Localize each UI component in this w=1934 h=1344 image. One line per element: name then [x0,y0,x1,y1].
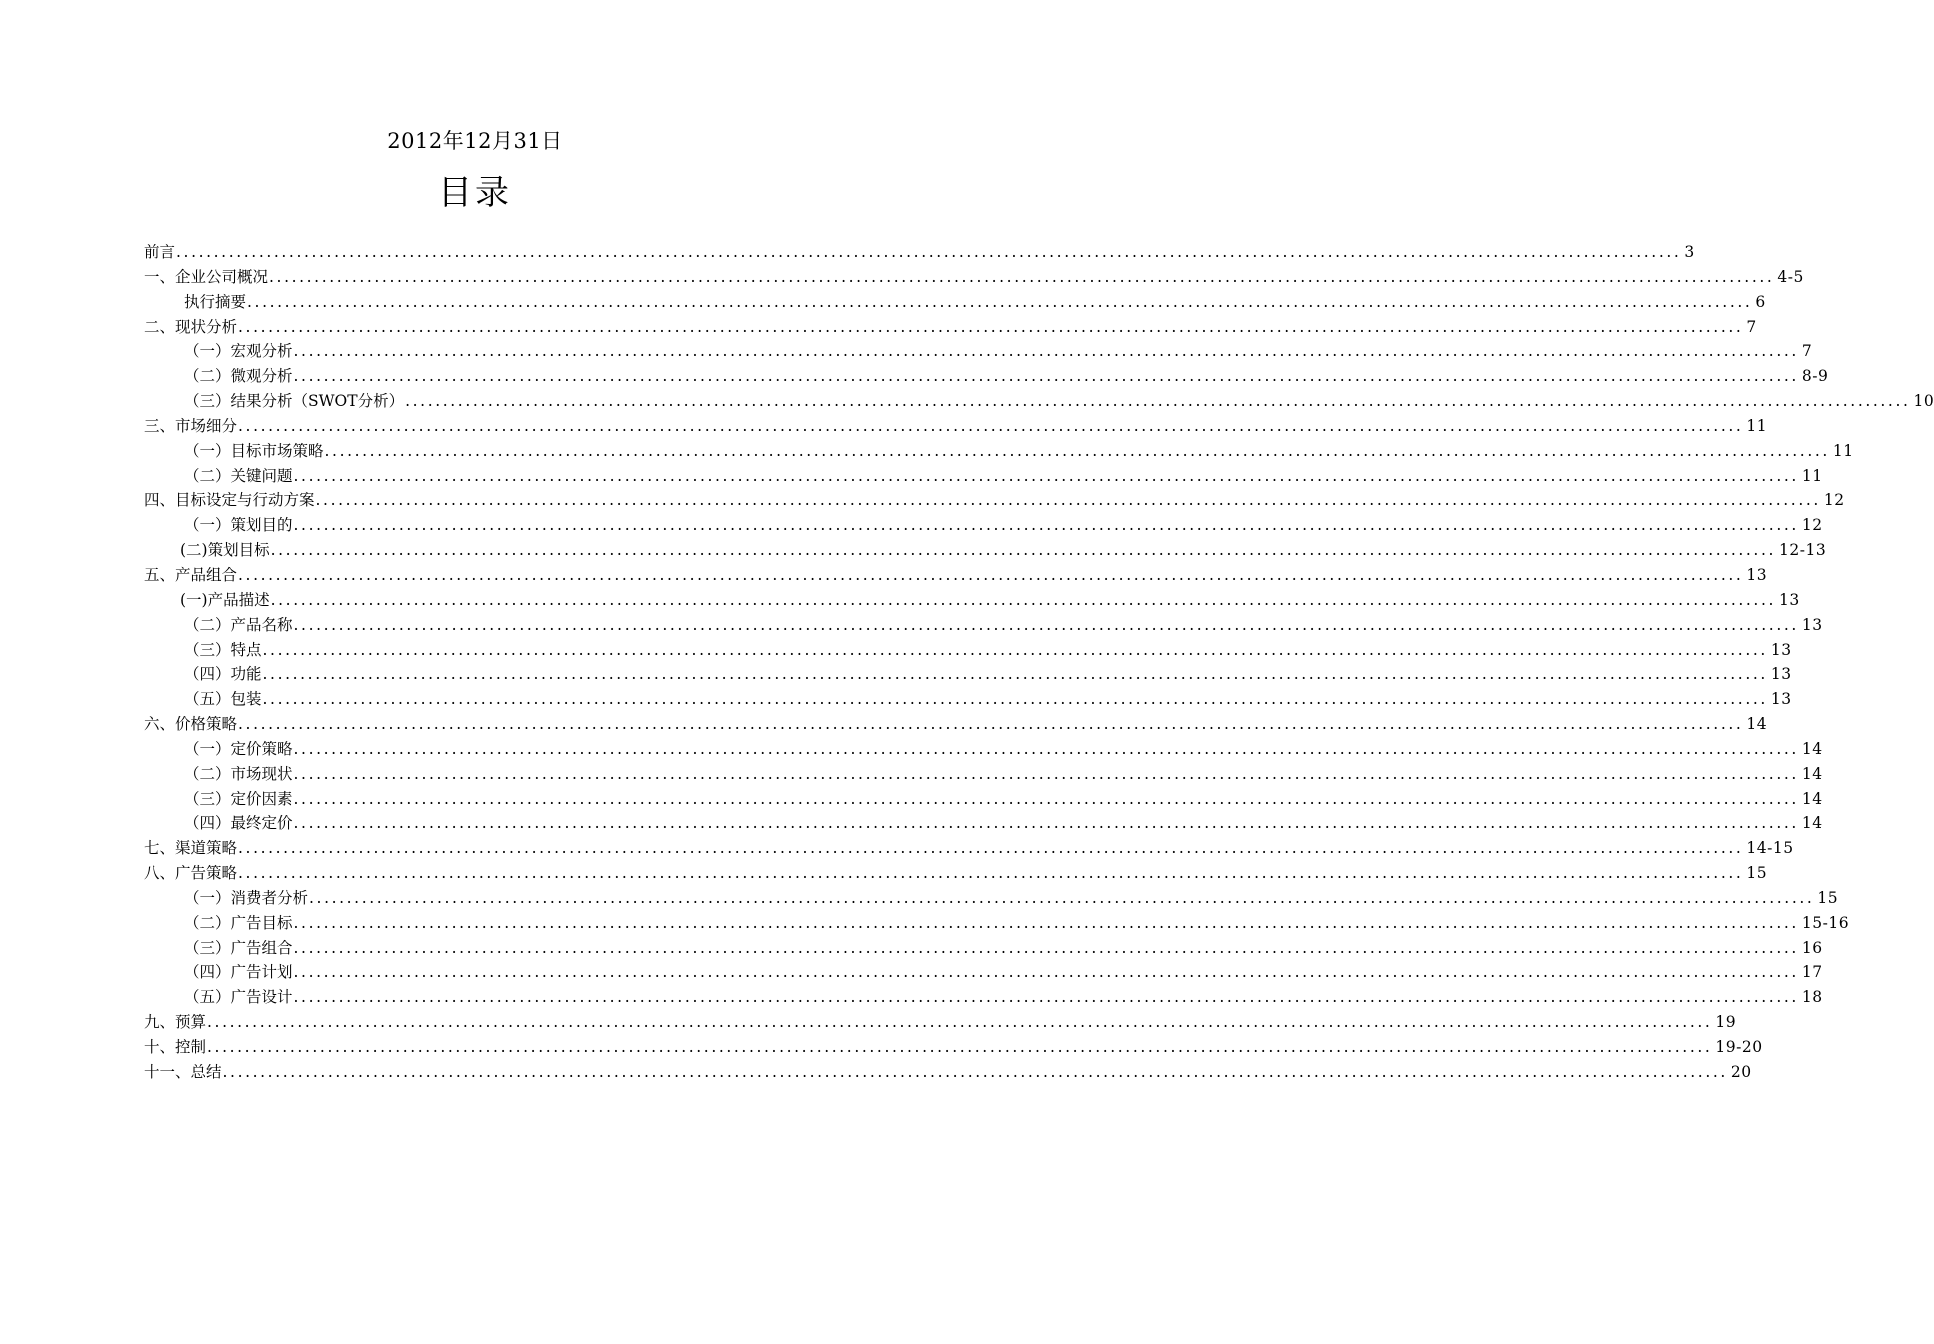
toc-dot-leader: ........................................................................................................................................................................................................ [238,317,1744,336]
toc-entry-page-number: 7 [1746,317,1757,336]
toc-entry-label: （五）包装 [184,690,262,709]
toc-entry-page-number: 8-9 [1801,367,1829,386]
toc-dot-leader: ........................................................................................................................................................................................................ [262,640,1768,659]
toc-entry-page-number: 6 [1755,292,1766,311]
toc-dot-leader: ........................................................................................................................................................................................................ [315,491,1821,510]
table-of-contents [144,240,1934,1085]
toc-entry[interactable] [144,389,1934,414]
toc-entry-page-number: 15-16 [1801,913,1850,932]
toc-entry-page-number: 11 [1801,466,1823,485]
toc-entry[interactable] [144,1010,1737,1035]
toc-entry-page-number: 14-15 [1746,839,1794,858]
toc-dot-leader: ........................................................................................................................................................................................................ [222,1062,1728,1081]
toc-entry[interactable] [144,960,1823,985]
toc-dot-leader: ........................................................................................................................................................................................................ [269,267,1775,286]
toc-entry-label: （四）最终定价 [184,814,293,833]
toc-entry-page-number: 4-5 [1777,267,1804,286]
toc-entry-label: 三、市场细分 [144,416,238,435]
toc-dot-leader: ........................................................................................................................................................................................................ [293,913,1799,932]
toc-entry[interactable] [144,762,1823,787]
toc-entry-page-number: 11 [1746,416,1768,435]
toc-entry-page-number: 13 [1770,640,1792,659]
toc-entry[interactable] [144,339,1813,364]
toc-dot-leader: ........................................................................................................................................................................................................ [176,243,1682,261]
toc-entry-label: 一、企业公司概况 [144,267,269,286]
toc-entry-page-number: 12 [1801,516,1823,535]
toc-entry[interactable] [144,414,1768,439]
toc-entry-label: （一）消费者分析 [184,888,309,907]
toc-dot-leader: ........................................................................................................................................................................................................ [238,715,1744,734]
toc-dot-leader: ........................................................................................................................................................................................................ [293,466,1799,485]
toc-dot-leader: ........................................................................................................................................................................................................ [293,516,1799,535]
toc-entry[interactable] [144,315,1757,340]
toc-entry-page-number: 13 [1770,665,1792,684]
toc-entry[interactable] [144,439,1854,464]
toc-entry-label: （四）广告计划 [184,963,293,982]
toc-entry-page-number: 20 [1730,1062,1752,1081]
toc-dot-leader: ........................................................................................................................................................................................................ [238,864,1744,883]
toc-dot-leader: ........................................................................................................................................................................................................ [270,590,1777,609]
toc-entry[interactable] [144,811,1823,836]
toc-dot-leader: ........................................................................................................................................................................................................ [324,441,1830,460]
toc-entry-label: 四、目标设定与行动方案 [144,491,315,510]
toc-entry-label: （五）广告设计 [184,988,293,1007]
toc-dot-leader: ........................................................................................................................................................................................................ [207,1038,1713,1056]
toc-dot-leader: ........................................................................................................................................................................................................ [238,839,1744,858]
toc-entry-label: (二)策划目标 [180,541,270,560]
toc-entry[interactable] [144,613,1823,638]
toc-entry-page-number: 3 [1684,243,1695,261]
toc-entry[interactable] [144,513,1823,538]
toc-entry[interactable] [144,985,1823,1010]
toc-entry-page-number: 13 [1801,615,1823,634]
toc-dot-leader: ........................................................................................................................................................................................................ [238,565,1744,584]
toc-dot-leader: ........................................................................................................................................................................................................ [238,416,1744,435]
toc-entry-page-number: 15 [1746,864,1768,883]
toc-entry[interactable] [144,1060,1752,1085]
toc-entry-page-number: 14 [1746,715,1768,734]
page-title: 目录 [438,173,512,213]
toc-entry-label: 六、价格策略 [144,715,238,734]
toc-entry-label: （二）关键问题 [184,466,293,485]
toc-entry[interactable] [144,364,1829,389]
toc-entry-page-number: 14 [1801,789,1823,808]
toc-dot-leader: ........................................................................................................................................................................................................ [293,764,1799,783]
toc-entry-label: 十、控制 [144,1038,207,1056]
toc-entry-label: （三）定价因素 [184,789,293,808]
toc-entry[interactable] [144,712,1768,737]
toc-entry[interactable] [144,1035,1763,1060]
toc-entry[interactable] [144,836,1794,861]
toc-entry[interactable] [144,687,1792,712]
toc-entry[interactable] [144,911,1850,936]
toc-entry-page-number: 14 [1801,814,1823,833]
toc-dot-leader: ........................................................................................................................................................................................................ [309,888,1815,907]
toc-entry-label: （三）特点 [184,640,262,659]
toc-entry-label: 二、现状分析 [144,317,238,336]
toc-dot-leader: ........................................................................................................................................................................................................ [207,1013,1713,1032]
toc-entry[interactable] [144,638,1792,663]
toc-dot-leader: ........................................................................................................................................................................................................ [293,739,1799,758]
toc-entry-page-number: 7 [1801,342,1813,361]
toc-entry-label: （四）功能 [184,665,262,684]
toc-entry-page-number: 13 [1746,565,1768,584]
document-date: 2012年12月31日 [387,129,563,153]
toc-entry-label: （一）宏观分析 [184,342,293,361]
toc-entry-label: (一)产品描述 [180,590,270,609]
toc-dot-leader: ........................................................................................................................................................................................................ [293,963,1799,982]
toc-entry[interactable] [144,787,1823,812]
toc-entry[interactable] [144,861,1768,886]
toc-entry-label: （二）市场现状 [184,764,293,783]
toc-entry-label: 执行摘要 [184,292,247,311]
toc-entry-page-number: 15 [1817,888,1839,907]
toc-entry[interactable] [144,588,1800,613]
toc-entry-page-number: 10 [1913,392,1934,411]
toc-entry[interactable] [144,662,1792,687]
toc-dot-leader: ........................................................................................................................................................................................................ [293,367,1799,386]
toc-entry[interactable] [144,290,1766,315]
toc-entry-page-number: 13 [1779,590,1800,609]
toc-dot-leader: ........................................................................................................................................................................................................ [405,392,1911,411]
toc-entry-label: 五、产品组合 [144,565,238,584]
toc-entry-label: 七、渠道策略 [144,839,238,858]
toc-entry-label: （三）广告组合 [184,938,293,957]
toc-entry-label: 九、预算 [144,1013,207,1032]
toc-entry-page-number: 14 [1801,764,1823,783]
toc-entry-label: （一）定价策略 [184,739,293,758]
toc-entry[interactable] [144,737,1823,762]
toc-entry-page-number: 13 [1770,690,1792,709]
toc-dot-leader: ........................................................................................................................................................................................................ [293,789,1799,808]
toc-entry-page-number: 19 [1715,1013,1737,1032]
toc-entry[interactable] [144,464,1823,489]
toc-entry-label: （一）目标市场策略 [184,441,324,460]
toc-entry[interactable] [144,488,1845,513]
toc-entry-label: （二）微观分析 [184,367,293,386]
toc-entry[interactable] [144,265,1804,290]
toc-entry-label: （二）产品名称 [184,615,293,634]
toc-dot-leader: ........................................................................................................................................................................................................ [247,292,1753,311]
toc-entry-page-number: 16 [1801,938,1823,957]
toc-dot-leader: ........................................................................................................................................................................................................ [293,615,1799,634]
toc-entry-page-number: 17 [1801,963,1823,982]
toc-entry-page-number: 14 [1801,739,1823,758]
toc-entry[interactable] [144,563,1768,588]
toc-dot-leader: ........................................................................................................................................................................................................ [293,814,1799,833]
toc-dot-leader: ........................................................................................................................................................................................................ [262,665,1768,684]
toc-entry-label: 十一、总结 [144,1062,222,1081]
toc-entry[interactable] [144,240,1695,265]
toc-dot-leader: ........................................................................................................................................................................................................ [262,690,1768,709]
toc-entry-label: 前言 [144,243,176,261]
toc-entry-label: （三）结果分析（SWOT分析） [184,392,405,411]
toc-entry-label: （二）广告目标 [184,913,293,932]
toc-entry-label: 八、广告策略 [144,864,238,883]
toc-entry-page-number: 11 [1832,441,1854,460]
toc-entry-page-number: 18 [1801,988,1823,1007]
toc-entry[interactable] [144,886,1839,911]
toc-dot-leader: ........................................................................................................................................................................................................ [293,938,1799,957]
toc-entry-page-number: 12 [1823,491,1845,510]
toc-dot-leader: ........................................................................................................................................................................................................ [293,988,1799,1007]
toc-dot-leader: ........................................................................................................................................................................................................ [270,541,1777,560]
toc-entry-page-number: 12-13 [1779,541,1827,560]
toc-entry[interactable] [144,936,1823,961]
toc-dot-leader: ........................................................................................................................................................................................................ [293,342,1799,361]
toc-entry-page-number: 19-20 [1715,1038,1763,1056]
toc-entry-label: （一）策划目的 [184,516,293,535]
toc-entry[interactable] [144,538,1827,563]
